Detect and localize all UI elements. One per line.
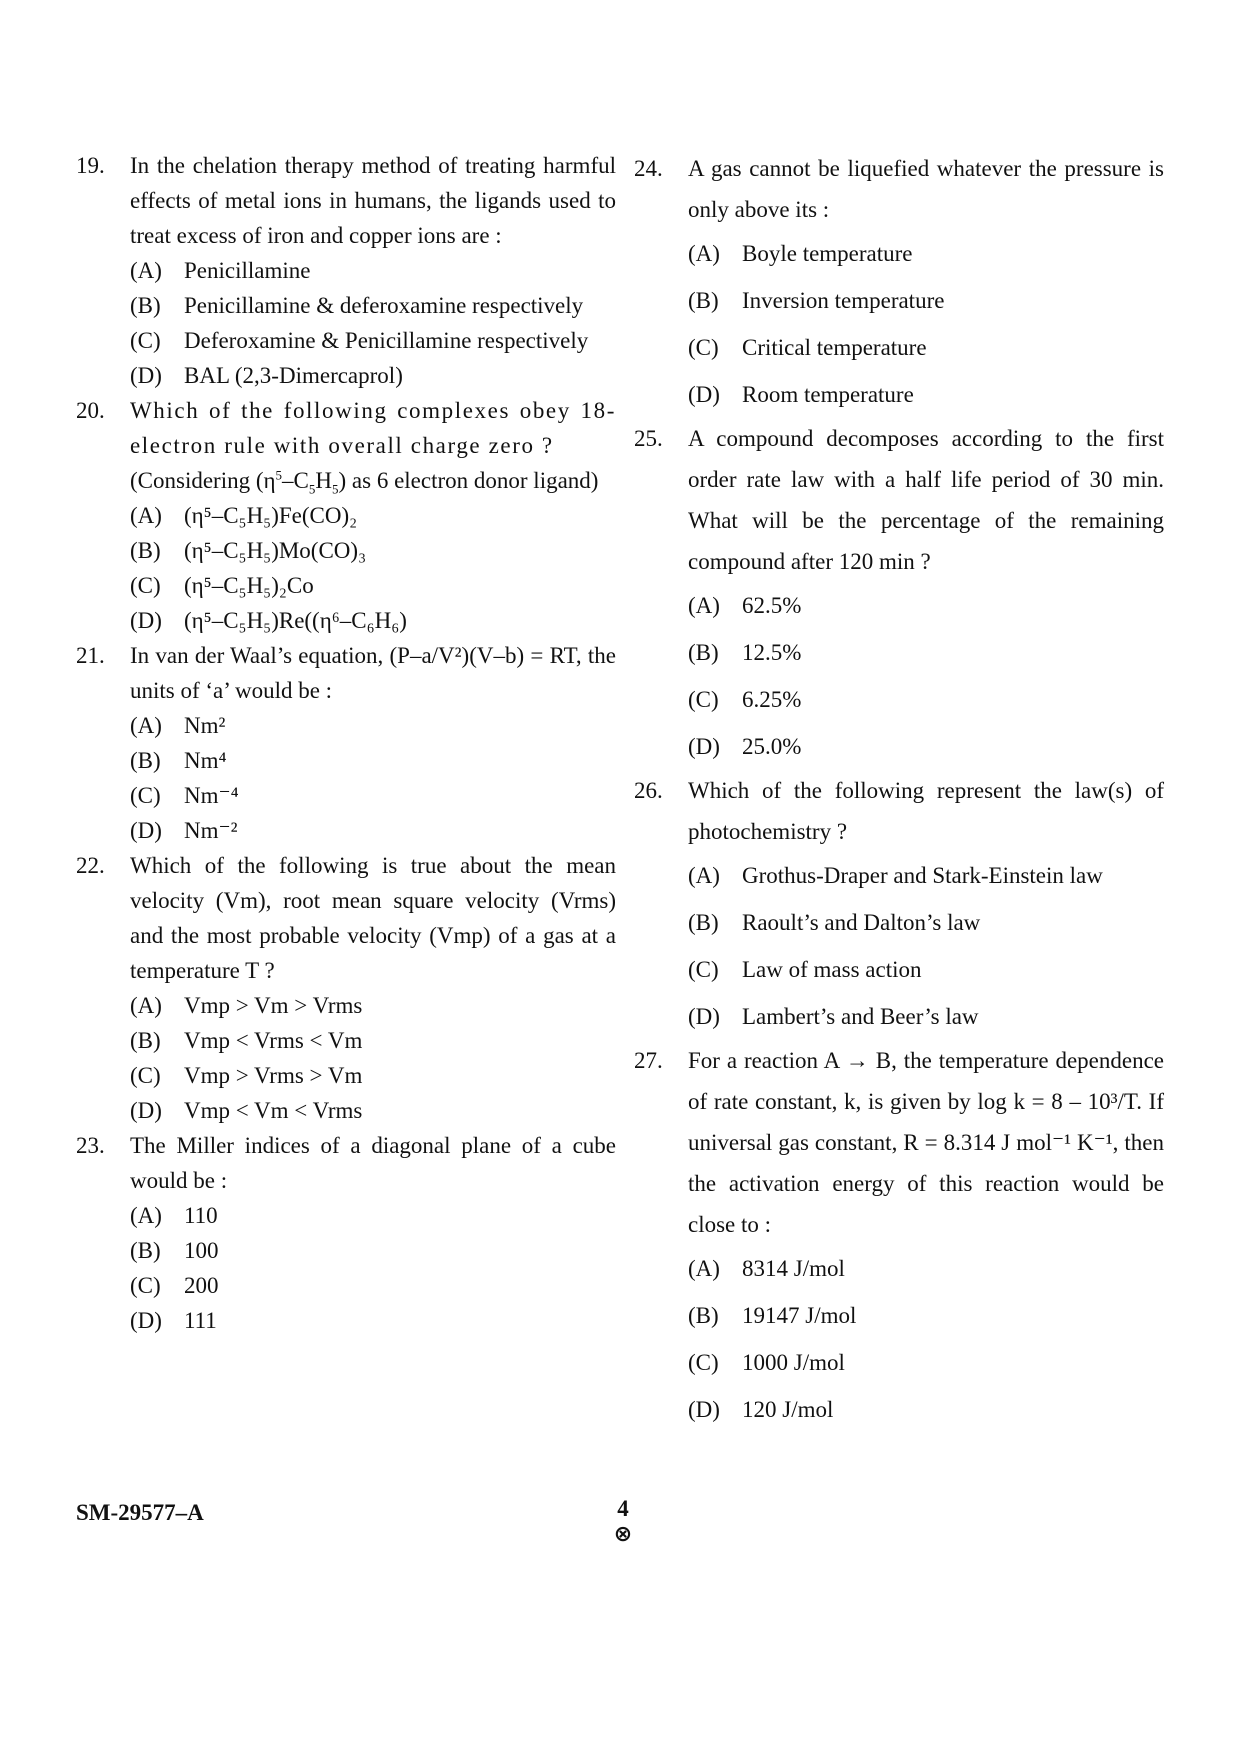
question-number: 20. (76, 398, 105, 423)
option-a: (A) Grothus-Draper and Stark-Einstein law (688, 863, 1103, 888)
question-stem-note: (Considering $(\eta^5-C_5H_5)$ as 6 electron donor ligand) (130, 467, 599, 497)
question-number: 25. (634, 426, 663, 451)
option-d: (D) 25.0% (688, 734, 802, 759)
question-stem: A gas cannot be liquefied whatever the pressure is only above its : (688, 156, 1164, 222)
option-d: (D) Room temperature (688, 382, 914, 407)
option-c: (C) Vmp > Vrms > Vm (130, 1063, 363, 1088)
option-d: (D) Lambert’s and Beer’s law (688, 1004, 979, 1029)
question-stem: Which of the following represent the law(s) of photochemistry ? (688, 778, 1164, 844)
question-stem: For a reaction A → B, the temperature dependence of rate constant, k, is given by log k = 8 – 10³/T. If universal gas constant, R = 8.314 J mol⁻¹ K⁻¹, then the activation energy of this reaction would be close to : (688, 1048, 1164, 1237)
question-number: 22. (76, 853, 105, 878)
option-b: (B) Vmp < Vrms < Vm (130, 1028, 363, 1053)
question-number: 19. (76, 153, 105, 178)
question-23 (76, 1128, 616, 1338)
option-b: (B) 12.5% (688, 640, 802, 665)
option-a: (A) Vmp > Vm > Vrms (130, 993, 363, 1018)
option-b: (B) (η⁵–C₅H₅)Mo(CO)₃ (130, 538, 367, 563)
question-27 (634, 1040, 1164, 1433)
question-stem: In van der Waal’s equation, (P–a/V²)(V–b) = RT, the units of ‘a’ would be : (130, 643, 616, 703)
option-a: (A) (η⁵–C₅H₅)Fe(CO)₂ (130, 503, 358, 528)
question-number: 26. (634, 778, 663, 803)
question-19 (76, 148, 616, 393)
option-d: (D) Vmp < Vm < Vrms (130, 1098, 363, 1123)
question-21 (76, 638, 616, 848)
option-c: (C) Deferoxamine & Penicillamine respectively (130, 328, 589, 353)
option-b: (B) Raoult’s and Dalton’s law (688, 910, 981, 935)
option-d: (D) 111 (130, 1308, 217, 1333)
option-b: (B) Nm⁴ (130, 748, 227, 773)
option-a: (A) Penicillamine (130, 258, 311, 283)
option-d: (D) BAL (2,3-Dimercaprol) (130, 363, 403, 388)
question-stem: In the chelation therapy method of treating harmful effects of metal ions in humans, the ligands used to treat excess of iron and copper ions are : (130, 153, 616, 248)
question-25 (634, 418, 1164, 770)
option-b: (B) Penicillamine & deferoxamine respectively (130, 293, 584, 318)
option-c: (C) Law of mass action (688, 957, 922, 982)
option-d: (D) (η⁵–C₅H₅)Re((η⁶–C₆H₆) (130, 608, 407, 633)
question-stem: The Miller indices of a diagonal plane of a cube would be : (130, 1133, 616, 1193)
option-c: (C) 1000 J/mol (688, 1350, 845, 1375)
question-stem: Which of the following complexes obey 18-electron rule with overall charge zero ? (130, 398, 616, 458)
option-a: (A) 8314 J/mol (688, 1256, 845, 1281)
question-number: 21. (76, 643, 105, 668)
left-column (76, 148, 616, 1338)
option-c: (C) (η⁵–C₅H₅)₂Co (130, 573, 314, 598)
option-a: (A) 62.5% (688, 593, 802, 618)
option-b: (B) Inversion temperature (688, 288, 945, 313)
option-a: (A) 110 (130, 1203, 218, 1228)
question-20 (76, 393, 616, 638)
right-column (634, 148, 1164, 1433)
question-number: 27. (634, 1048, 663, 1073)
question-22 (76, 848, 616, 1128)
question-stem: A compound decomposes according to the first order rate law with a half life period of 30 min. What will be the percentage of the remaining compound after 120 min ? (688, 426, 1164, 574)
option-d: (D) Nm⁻² (130, 818, 238, 843)
option-c: (C) 200 (130, 1273, 219, 1298)
option-c: (C) Critical temperature (688, 335, 927, 360)
question-number: 24. (634, 156, 663, 181)
option-d: (D) 120 J/mol (688, 1397, 834, 1422)
option-b: (B) 19147 J/mol (688, 1303, 857, 1328)
option-a: (A) Boyle temperature (688, 241, 913, 266)
circled-times-icon: ⊗ (613, 1522, 633, 1547)
option-c: (C) Nm⁻⁴ (130, 783, 239, 808)
question-26 (634, 770, 1164, 1040)
option-c: (C) 6.25% (688, 687, 802, 712)
option-a: (A) Nm² (130, 713, 226, 738)
option-b: (B) 100 (130, 1238, 219, 1263)
question-number: 23. (76, 1133, 105, 1158)
question-24 (634, 148, 1164, 418)
question-stem: Which of the following is true about the mean velocity (Vm), root mean square velocity (Vrms) and the most probable velocity (Vmp) of a gas at a temperature T ? (130, 853, 616, 983)
page-number: 4 (617, 1496, 629, 1521)
paper-code: SM-29577–A (76, 1500, 204, 1525)
